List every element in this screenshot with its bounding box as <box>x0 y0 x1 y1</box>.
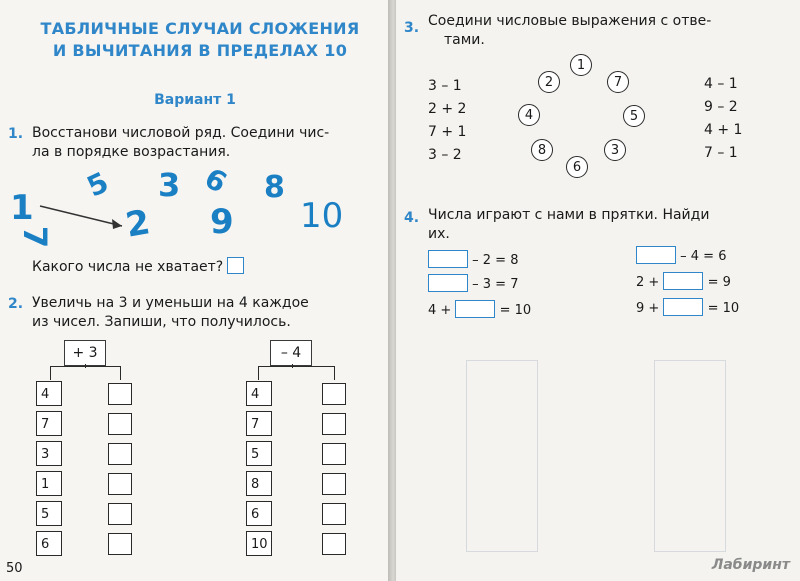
equation-right-3-blank[interactable] <box>663 298 703 316</box>
cell-minus4-1: 4 <box>246 381 272 406</box>
scatter-number-5[interactable]: 5 <box>81 165 114 204</box>
task-2-line-2: из чисел. Запиши, что получилось. <box>32 314 291 330</box>
equation-left-1-blank[interactable] <box>428 250 468 268</box>
operation-plus-3: + 3 <box>64 340 106 366</box>
right-expression-1[interactable]: 4 – 1 <box>704 76 738 92</box>
answer-plus3-6[interactable] <box>108 533 132 555</box>
answer-minus4-2[interactable] <box>322 413 346 435</box>
scatter-number-1[interactable]: 1 <box>10 188 34 228</box>
task-2-text <box>32 294 382 332</box>
task-4-line-2: их. <box>428 226 450 242</box>
equation-right-1: – 4 = 6 <box>636 246 726 267</box>
equation-left-1: – 2 = 8 <box>428 250 518 271</box>
task-3-number: 3. <box>404 20 420 36</box>
scatter-number-8[interactable]: 8 <box>264 170 285 205</box>
cell-plus3-5: 5 <box>36 501 62 526</box>
answer-minus4-1[interactable] <box>322 383 346 405</box>
scatter-number-3[interactable]: 3 <box>158 166 181 204</box>
scatter-number-7[interactable]: 7 <box>16 225 55 249</box>
scatter-number-2[interactable]: 2 <box>122 202 153 246</box>
circle-1[interactable]: 1 <box>570 54 592 76</box>
task-1-text <box>32 124 382 162</box>
task-2-number: 2. <box>8 296 24 312</box>
missing-number-label: Какого числа не хватает? <box>32 259 224 275</box>
task-1-line-2: ла в порядке возрастания. <box>32 144 231 160</box>
operation-minus-4: – 4 <box>270 340 312 366</box>
cell-minus4-3: 5 <box>246 441 272 466</box>
circle-8[interactable]: 8 <box>531 139 553 161</box>
answer-plus3-4[interactable] <box>108 473 132 495</box>
task-2-line-1: Увеличь на 3 и уменьши на 4 каждое <box>32 295 309 311</box>
title-line-2: И ВЫЧИТАНИЯ В ПРЕДЕЛАХ 10 <box>52 41 348 60</box>
equation-right-2: 2 + = 9 <box>636 272 731 293</box>
equation-right-2-blank[interactable] <box>663 272 703 290</box>
equation-left-2-blank[interactable] <box>428 274 468 292</box>
left-expression-4[interactable]: 3 – 2 <box>428 147 462 163</box>
cell-minus4-4: 8 <box>246 471 272 496</box>
answer-plus3-3[interactable] <box>108 443 132 465</box>
circle-2[interactable]: 2 <box>538 71 560 93</box>
answer-plus3-1[interactable] <box>108 383 132 405</box>
left-expression-2[interactable]: 2 + 2 <box>428 101 467 117</box>
publisher-logo: Лабиринт <box>711 557 790 573</box>
bracket-plus-3 <box>50 366 120 381</box>
scatter-number-10[interactable]: 10 <box>300 196 344 236</box>
cell-plus3-1: 4 <box>36 381 62 406</box>
answer-minus4-3[interactable] <box>322 443 346 465</box>
right-expression-3[interactable]: 4 + 1 <box>704 122 743 138</box>
left-expression-1[interactable]: 3 – 1 <box>428 78 462 94</box>
task-3-text <box>428 12 788 50</box>
left-expression-3[interactable]: 7 + 1 <box>428 124 467 140</box>
cell-plus3-3: 3 <box>36 441 62 466</box>
equation-left-2: – 3 = 7 <box>428 274 518 295</box>
page-number: 50 <box>6 561 23 576</box>
page-title <box>30 18 370 62</box>
title-line-1: ТАБЛИЧНЫЕ СЛУЧАИ СЛОЖЕНИЯ <box>40 19 360 38</box>
answer-plus3-2[interactable] <box>108 413 132 435</box>
circle-4[interactable]: 4 <box>518 104 540 126</box>
left-page <box>0 0 390 581</box>
task-1-number: 1. <box>8 126 24 142</box>
answer-plus3-5[interactable] <box>108 503 132 525</box>
right-page <box>396 0 800 581</box>
right-expression-4[interactable]: 7 – 1 <box>704 145 738 161</box>
scatter-number-6[interactable]: 6 <box>199 161 233 200</box>
cell-plus3-6: 6 <box>36 531 62 556</box>
circle-5[interactable]: 5 <box>623 105 645 127</box>
answer-minus4-6[interactable] <box>322 533 346 555</box>
right-expression-2[interactable]: 9 – 2 <box>704 99 738 115</box>
task-1-line-1: Восстанови числовой ряд. Соедини чис- <box>32 125 330 141</box>
circle-3[interactable]: 3 <box>604 139 626 161</box>
cell-minus4-2: 7 <box>246 411 272 436</box>
answer-minus4-5[interactable] <box>322 503 346 525</box>
missing-number-question <box>32 257 244 277</box>
equation-right-3: 9 + = 10 <box>636 298 739 319</box>
task-4-line-1: Числа играют с нами в прятки. Найди <box>428 207 710 223</box>
answer-minus4-4[interactable] <box>322 473 346 495</box>
cell-minus4-5: 6 <box>246 501 272 526</box>
task-3-line-2: тами. <box>444 32 485 48</box>
task-4-number: 4. <box>404 210 420 226</box>
scatter-number-9[interactable]: 9 <box>210 202 234 242</box>
cell-plus3-4: 1 <box>36 471 62 496</box>
equation-left-3: 4 + = 10 <box>428 300 531 321</box>
circle-6[interactable]: 6 <box>566 156 588 178</box>
equation-left-3-blank[interactable] <box>455 300 495 318</box>
cell-minus4-6: 10 <box>246 531 272 556</box>
task-3-line-1: Соедини числовые выражения с отве- <box>428 13 712 29</box>
circle-7[interactable]: 7 <box>607 71 629 93</box>
task-4-text <box>428 206 788 244</box>
variant-heading: Вариант 1 <box>154 92 236 108</box>
cell-plus3-2: 7 <box>36 411 62 436</box>
missing-number-box[interactable] <box>227 257 244 274</box>
bracket-minus-4 <box>258 366 334 381</box>
equation-right-1-blank[interactable] <box>636 246 676 264</box>
